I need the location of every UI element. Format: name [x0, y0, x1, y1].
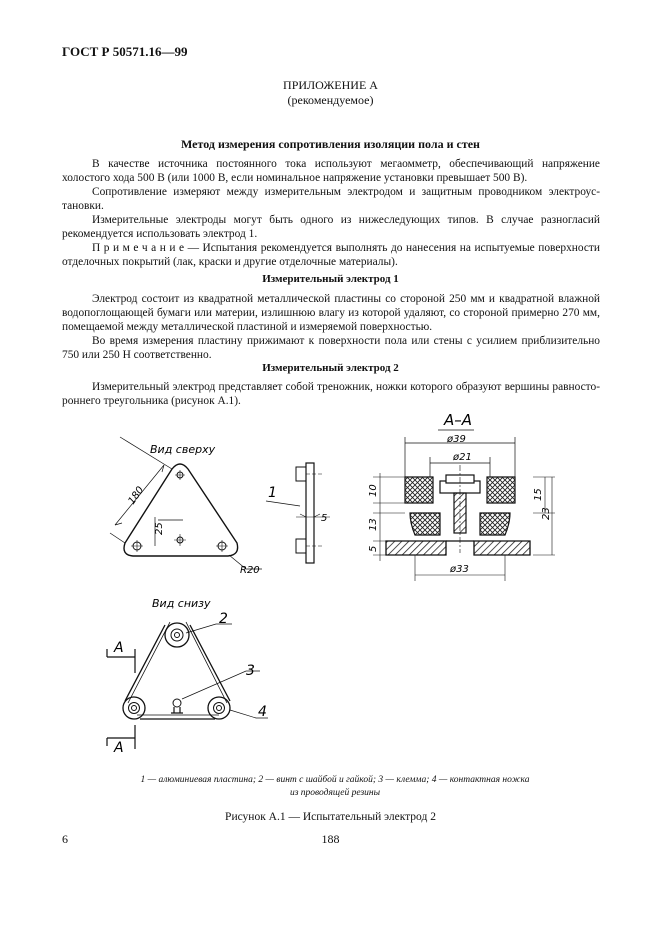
paragraph-pressure: [62, 334, 600, 362]
dimension-d39-label: ø39: [447, 434, 466, 445]
bottom-view-label: Вид снизу: [152, 597, 211, 610]
note-text: — Испытания рекомендуется выполнять до нанесения на испытуемые поверхности отделочных покрытий (лак, краски и другие отделочные материалы).: [62, 242, 600, 268]
annex-title: ПРИЛОЖЕНИЕ А: [283, 78, 378, 92]
subheading-electrode-2: Измерительный электрод 2: [262, 362, 399, 374]
paragraph-text: Сопротивление измеряют между измерительным электродом и защитным проводником электроустановки.: [62, 186, 600, 212]
dimension-d33-label: ø33: [450, 564, 469, 575]
legend-line-1: 1 — алюминиевая пластина; 2 — винт с шайбой и гайкой; 3 — клемма; 4 — контактная ножка: [140, 775, 530, 785]
section-cut-markers: [107, 649, 135, 749]
top-view-label: Вид сверху: [150, 443, 216, 456]
note-label: П р и м е ч а н и е: [92, 242, 185, 254]
paragraph-source: [62, 157, 600, 185]
paragraph-measure: [62, 185, 600, 213]
section-label: А–А: [444, 411, 473, 429]
callout-3: 3: [246, 663, 255, 679]
page-number-left: 6: [62, 832, 68, 846]
thickness-label: 5: [321, 513, 328, 524]
dimension-offset-label: 25: [154, 522, 165, 535]
section-mark-bottom: А: [114, 740, 124, 756]
paragraph-text: В качестве источника постоянного тока используют мегаомметр, обеспечивающий напряжение холостого хода 500 В (или 1000 В, если номинальное напряжение установки превышает 500 В).: [62, 158, 600, 184]
paragraph-text: Измерительные электроды могут быть одного из нижеследующих типов. В случае разногласий рекомендуется использовать электрод 1.: [62, 214, 600, 240]
callout-1: 1: [268, 485, 277, 501]
figure-legend: [100, 774, 570, 800]
dimension-h13-label: 13: [368, 518, 379, 531]
note-paragraph: [62, 241, 600, 269]
section-title: Метод измерения сопротивления изоляции пола и стен: [181, 137, 480, 151]
legend-line-2: из проводящей резины: [289, 788, 381, 798]
dimension-h10-label: 10: [368, 484, 379, 497]
figure-caption: Рисунок А.1 — Испытательный электрод 2: [225, 811, 436, 823]
paragraph-text: Во время измерения пластину прижимают к поверхности пола или стены с усилием приблизительно 750 или 250 Н соответственно.: [62, 335, 600, 361]
document-code: ГОСТ Р 50571.16—99: [62, 44, 188, 59]
dimension-h15-label: 15: [533, 488, 544, 501]
dimension-d21-label: ø21: [453, 452, 472, 463]
paragraph-text: Электрод состоит из квадратной металлической пластины со стороной 250 мм и квадратной влажной водопоглощающей бумаги или материи, излишнюю влагу из которой удаляют, со стороной примерно 270 мм, помещаемой между металлической пластиной и измеряемой поверхностью.: [62, 293, 600, 333]
electrode-drawing: [0, 405, 661, 775]
page-number-center: 188: [321, 832, 340, 846]
bottom-view-callout-leaders: [182, 624, 268, 718]
callout-4: 4: [258, 704, 267, 720]
section-base-plate: [386, 541, 530, 555]
section-mark-top: А: [114, 640, 124, 656]
dimension-h23-label: 23: [541, 507, 552, 520]
radius-label: R20: [240, 565, 260, 576]
paragraph-electrode-2: [62, 380, 600, 408]
paragraph-text: Измерительный электрод представляет собой треножник, ножки которого образуют вершины равностороннего треугольника (рисунок А.1).: [62, 381, 600, 407]
dimension-h5-label: 5: [368, 545, 379, 552]
section-screw: [440, 465, 480, 553]
annex-status: (рекомендуемое): [287, 93, 374, 107]
paragraph-electrode-1: [62, 292, 600, 334]
callout-2: 2: [219, 611, 228, 627]
dimension-side-label: 180: [126, 484, 147, 507]
bottom-view-terminal: [171, 699, 183, 713]
subheading-electrode-1: Измерительный электрод 1: [262, 273, 399, 285]
paragraph-types: [62, 213, 600, 241]
